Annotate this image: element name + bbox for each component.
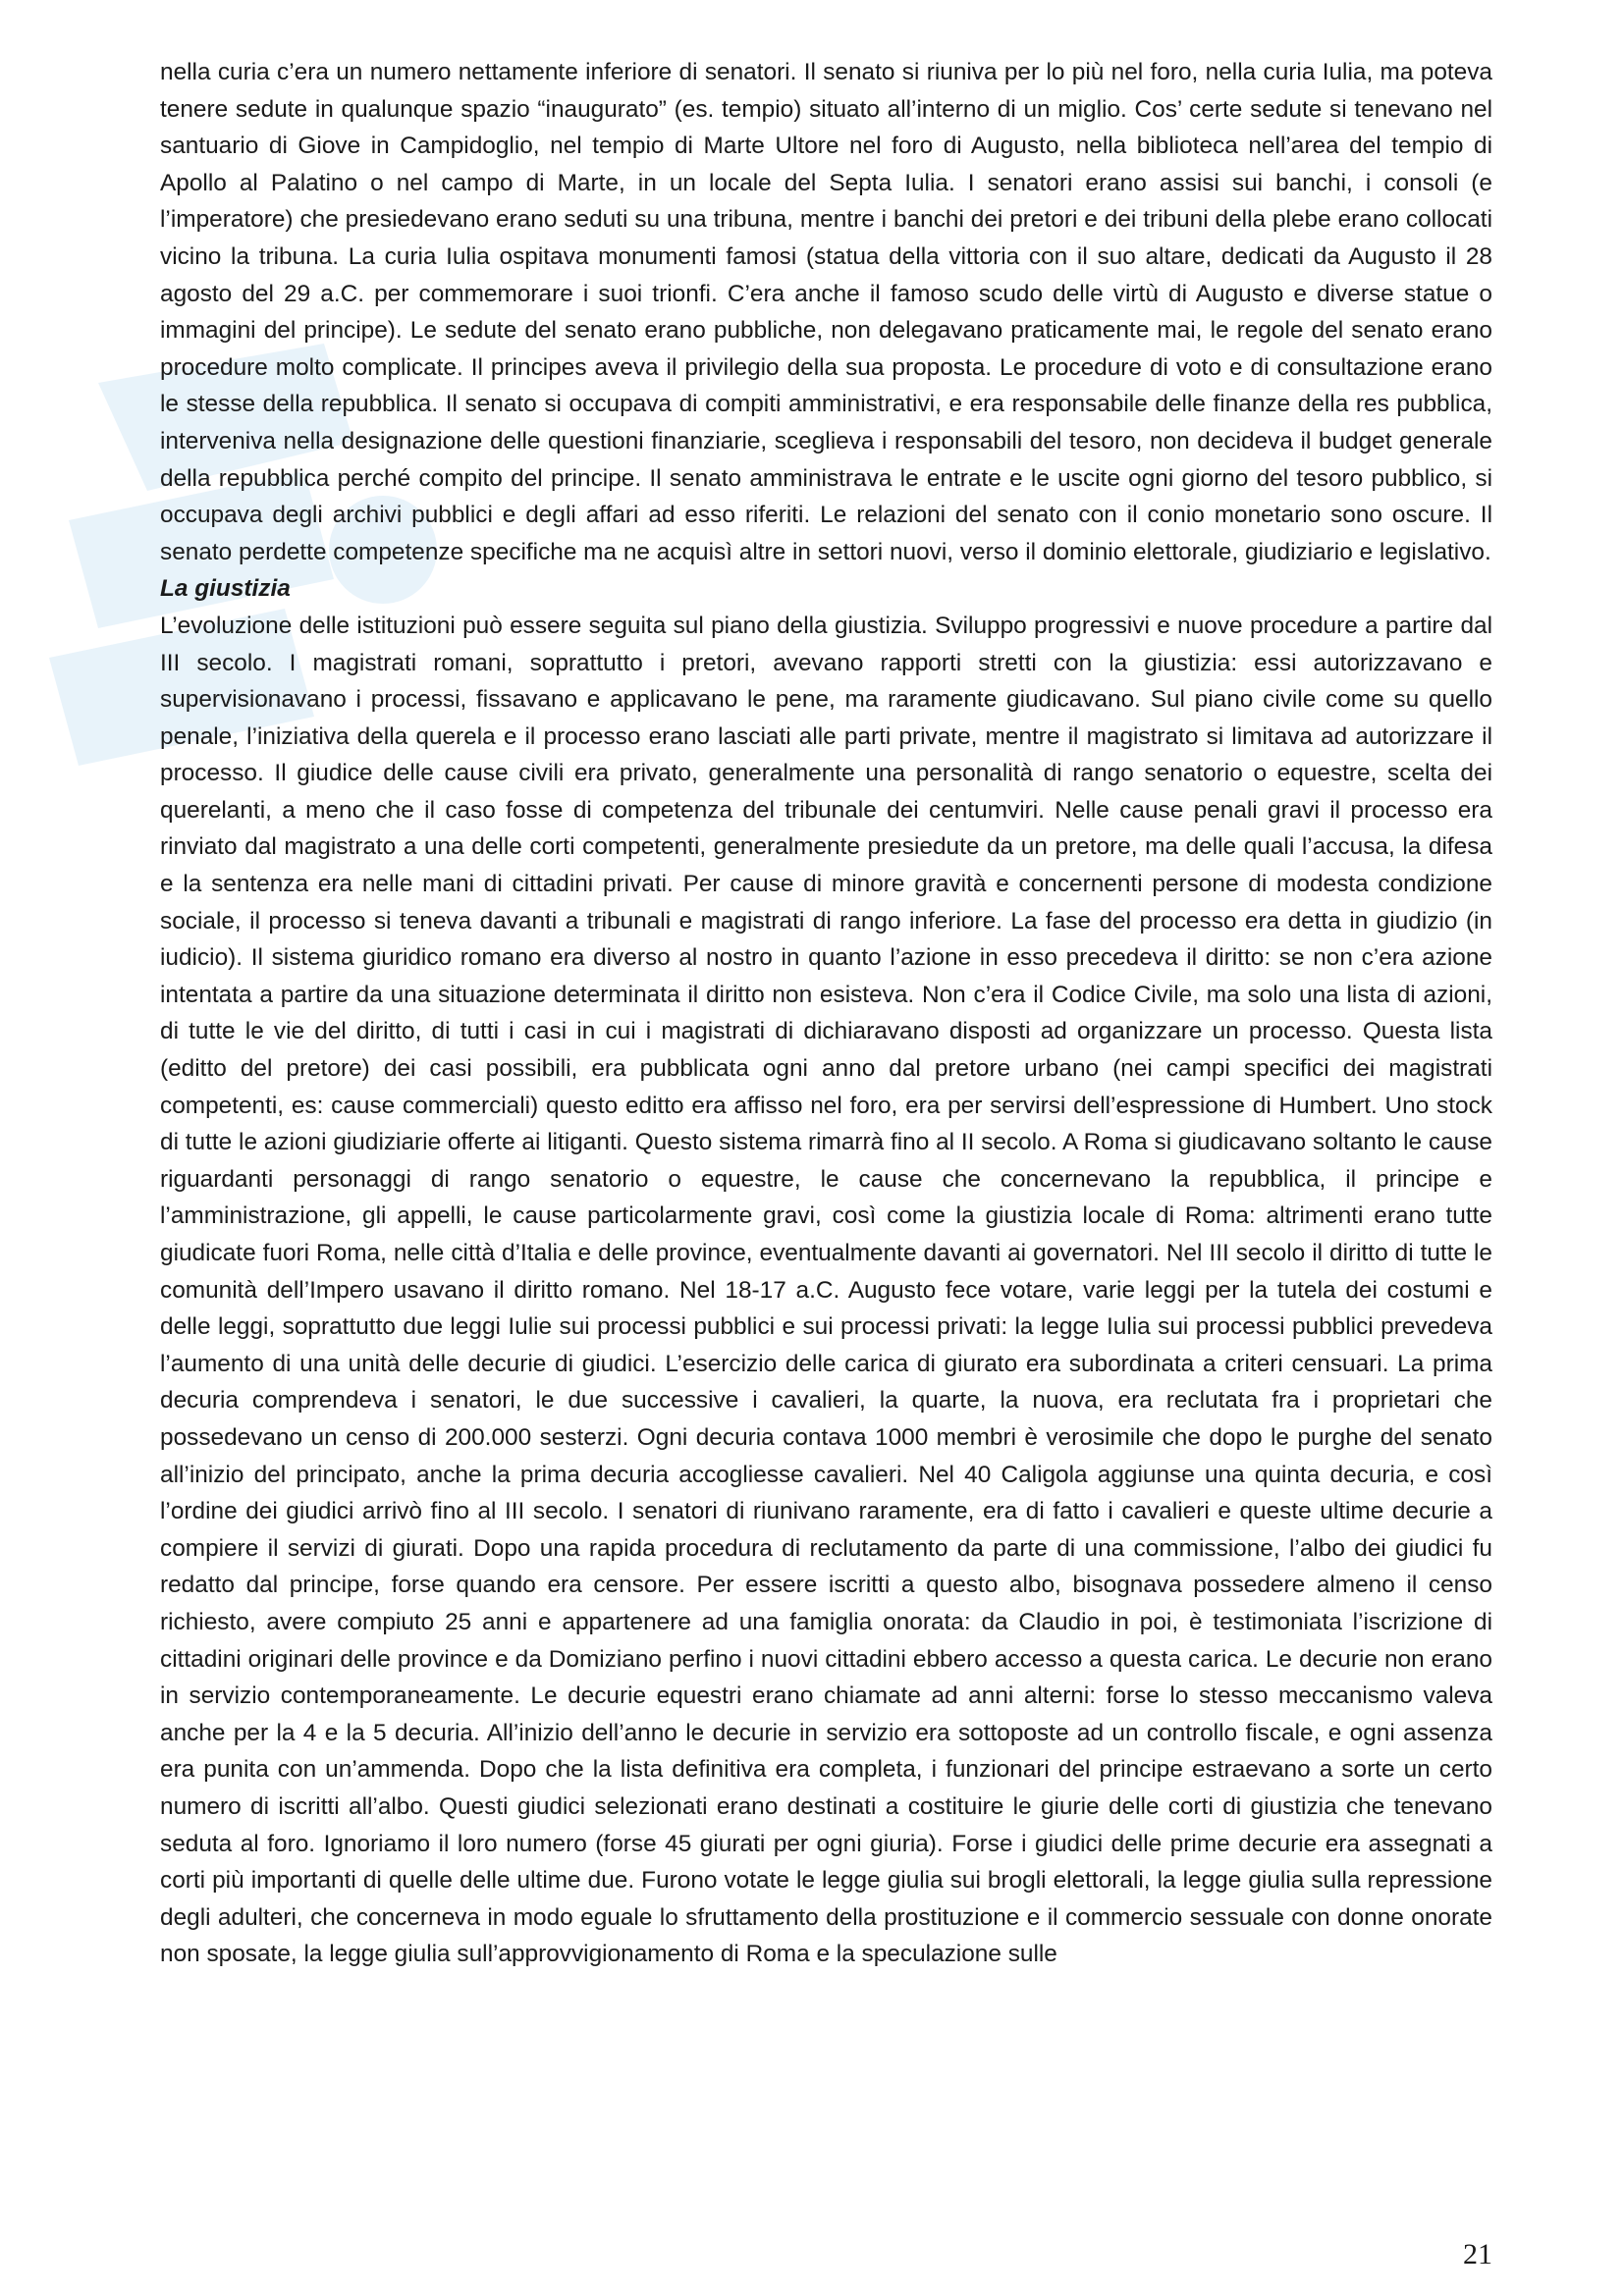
page-number: 21: [1463, 2238, 1492, 2270]
document-page: [160, 54, 1492, 1973]
section-heading-giustizia: La giustizia: [160, 575, 291, 603]
paragraph-justice: L’evoluzione delle istituzioni può essere seguita sul piano della giustizia. Sviluppo progressivi e nuove procedure a partire dal III secolo. I magistrati romani, soprattutto i pretori, avevano rapporti stretti con la giustizia: essi autorizzavano e supervisionavano i processi, fissavano e applicavano le pene, ma raramente giudicavano. Sul piano civile come su quello penale, l’iniziativa della querela e il processo erano lasciati alle parti private, mentre il magistrato si limitava ad autorizzare il processo. Il giudice delle cause civili era privato, generalmente una personalità di rango senatorio o equestre, scelta dei querelanti, a meno che il caso fosse di competenza del tribunale dei centumviri. Nelle cause penali gravi il processo era rinviato dal magistrato a una delle corti competenti, generalmente presiedute da un pretore, ma delle quali l’accusa, la difesa e la sentenza era nelle mani di cittadini privati. Per cause di minore gravità e concernenti persone di modesta condizione sociale, il processo si teneva davanti a tribunali e magistrati di rango inferiore. La fase del processo era detta in giudizio (in iudicio). Il sistema giuridico romano era diverso al nostro in quanto l’azione in esso precedeva il diritto: se non c’era azione intentata a partire da una situazione determinata il diritto non esisteva. Non c’era il Codice Civile, ma solo una lista di azioni, di tutte le vie del diritto, di tutti i casi in cui i magistrati di dichiaravano disposti ad organizzare un processo. Questa lista (editto del pretore) dei casi possibili, era pubblicata ogni anno dal pretore urbano (nei campi specifici dei magistrati competenti, es: cause commerciali) questo editto era affisso nel foro, era per servirsi dell’espressione di Humbert. Uno stock di tutte le azioni giudiziarie offerte ai litiganti. Questo sistema rimarrà fino al II secolo. A Roma si giudicavano soltanto le cause riguardanti personaggi di rango senatorio o equestre, le cause che concernevano la repubblica, il principe e l’amministrazione, gli appelli, le cause particolarmente gravi, così come la giustizia locale di Roma: altrimenti erano tutte giudicate fuori Roma, nelle città d’Italia e delle province, eventualmente davanti ai governatori. Nel III secolo il diritto di tutte le comunità dell’Impero usavano il diritto romano. Nel 18-17 a.C. Augusto fece votare, varie leggi per la tutela dei costumi e delle leggi, soprattutto due leggi Iulie sui processi pubblici e sui processi privati: la legge Iulia sui processi pubblici prevedeva l’aumento di una unità delle decurie di giudici. L’esercizio delle carica di giurato era subordinata a criteri censuari. La prima decuria comprendeva i senatori, le due successive i cavalieri, la quarte, la nuova, era reclutata fra i proprietari che possedevano un censo di 200.000 sesterzi. Ogni decuria contava 1000 membri è verosimile che dopo le purghe del senato all’inizio del principato, anche la prima decuria accogliesse cavalieri. Nel 40 Caligola aggiunse una quinta decuria, e così l’ordine dei giudici arrivò fino al III secolo. I senatori di riunivano raramente, era di fatto i cavalieri e queste ultime decurie a compiere il servizi di giurati. Dopo una rapida procedura di reclutamento da parte di una commissione, l’albo dei giudici fu redatto dal principe, forse quando era censore. Per essere iscritti a questo albo, bisognava possedere almeno il censo richiesto, avere compiuto 25 anni e appartenere ad una famiglia onorata: da Claudio in poi, è testimoniata l’iscrizione di cittadini originari delle province e da Domiziano perfino i nuovi cittadini ebbero accesso a questa carica. Le decurie non erano in servizio contemporaneamente. Le decurie equestri erano chiamate ad anni alterni: forse lo stesso meccanismo valeva anche per la 4 e la 5 decuria. All’inizio dell’anno le decurie in servizio era sottoposte ad un controllo fiscale, e ogni assenza era punita con un’ammenda. Dopo che la lista definitiva era completa, i funzionari del principe estraevano a sorte un certo numero di iscritti all’albo. Questi giudici selezionati erano destinati a costituire le giurie delle corti di giustizia che tenevano seduta al foro. Ignoriamo il loro numero (forse 45 giurati per ogni giuria). Forse i giudici delle prime decurie era assegnati a corti più importanti di quelle delle ultime due. Furono votate le legge giulia sui brogli elettorali, la legge giulia sulla repressione degli adulteri, che concerneva in modo eguale lo sfruttamento della prostituzione e il commercio sessuale con donne onorate non sposate, la legge giulia sull’approvvigionamento di Roma e la speculazione sulle: [160, 612, 1492, 1968]
paragraph-senate: nella curia c’era un numero nettamente inferiore di senatori. Il senato si riuniva per lo più nel foro, nella curia Iulia, ma poteva tenere sedute in qualunque spazio “inaugurato” (es. tempio) situato all’interno di un miglio. Cos’ certe sedute si tenevano nel santuario di Giove in Campidoglio, nel tempio di Marte Ultore nel foro di Augusto, nella biblioteca nell’area del tempio di Apollo al Palatino o nel campo di Marte, in un locale del Septa Iulia. I senatori erano assisi sui banchi, i consoli (e l’imperatore) che presiedevano erano seduti su una tribuna, mentre i banchi dei pretori e dei tribuni della plebe erano collocati vicino la tribuna. La curia Iulia ospitava monumenti famosi (statua della vittoria con il suo altare, dedicati da Augusto il 28 agosto del 29 a.C. per commemorare i suoi trionfi. C’era anche il famoso scudo delle virtù di Augusto e diverse statue o immagini del principe). Le sedute del senato erano pubbliche, non delegavano praticamente mai, le regole del senato erano procedure molto complicate. Il principes aveva il privilegio della sua proposta. Le procedure di voto e di consultazione erano le stesse della repubblica. Il senato si occupava di compiti amministrativi, e era responsabile delle finanze della res pubblica, interveniva nella designazione delle questioni finanziarie, sceglieva i responsabili del tesoro, non decideva il budget generale della repubblica perché compito del principe. Il senato amministrava le entrate e le uscite ogni giorno del tesoro pubblico, si occupava degli archivi pubblici e degli affari ad esso riferiti. Le relazioni del senato con il conio monetario sono oscure. Il senato perdette competenze specifiche ma ne acquisì altre in settori nuovi, verso il dominio elettorale, giudiziario e legislativo.: [160, 59, 1492, 565]
